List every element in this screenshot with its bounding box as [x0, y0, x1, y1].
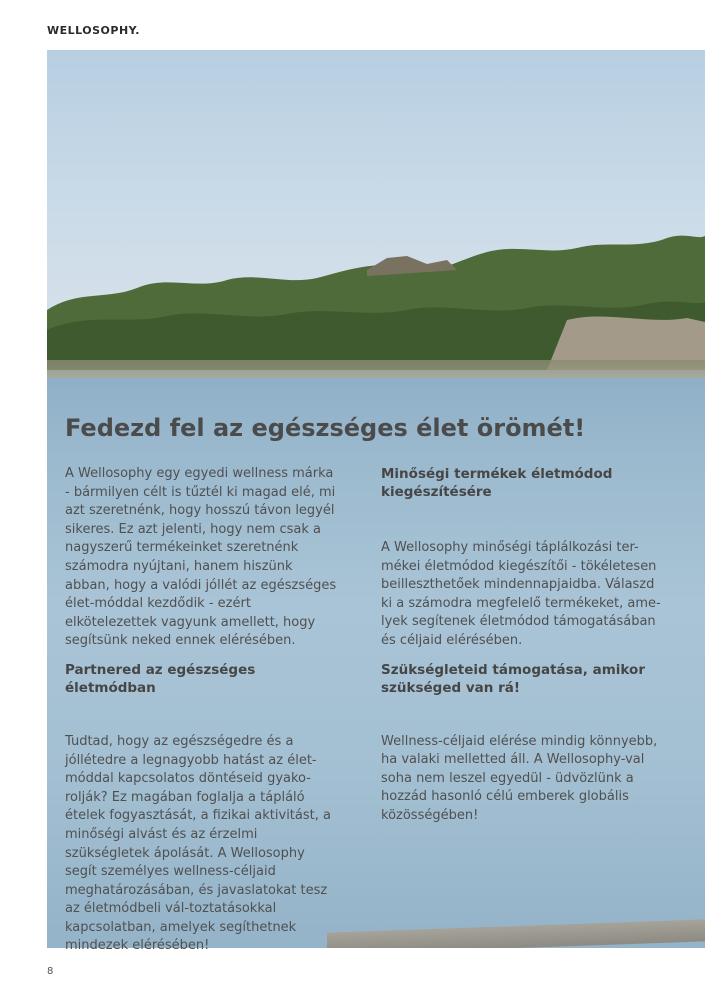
page-headline: Fedezd fel az egészséges élet örömét! — [65, 414, 586, 442]
partner-paragraph: Tudtad, hogy az egészségedre és a jóllétedre a legnagyobb hatást az élet-móddal kapcsolatos döntéseid gyako-rolják? Ez magában foglalja a tápláló ételek fogyasztását, a fizikai aktivitást, a minőségi alvást és az érzelmi szükségletek ápolását. A Wellosophy segít személyes wellness-céljaid meghatározásában, és javaslatokat tesz az életmódbeli vál-toztatásokkal kapcsolatban, amelyek segíthetnek mindezek elérésében! — [65, 733, 331, 954]
quality-heading: Minőségi termékek életmódod kiegészítésére — [381, 466, 613, 500]
support-heading: Szükségleteid támogatása, amikor szükséged van rá! — [381, 661, 645, 696]
left-column — [65, 465, 340, 956]
quality-paragraph: A Wellosophy minőségi táplálkozási ter-mékei életmódod kiegészítői - tökéletesen beilleszthetőek mindennapjaidba. Válaszd ki a számodra megfelelő termékeket, ame-lyek segítenek életmódod támogatásában és céljaid elérésében. — [381, 540, 661, 648]
brand-logo: WELLOSOPHY. — [47, 24, 140, 37]
support-paragraph: Wellness-céljaid elérése mindig könnyebb, ha valaki melletted áll. A Wellosophy-val soha nem leszel egyedül - üdvözlünk a hozzád hasonló célú emberek globális közösségében! — [381, 733, 658, 823]
page-number: 8 — [47, 966, 54, 977]
right-column — [381, 465, 666, 826]
partner-heading: Partnered az egészséges életmódban — [65, 661, 256, 696]
intro-paragraph: A Wellosophy egy egyedi wellness márka - bármilyen célt is tűztél ki magad elé, mi azt szeretnénk, hogy hosszú távon legyél sikeres. Ez azt jelenti, hogy nem csak a nagyszerű termékeinket szeretnénk számodra nyújtani, hanem hiszünk abban, hogy a valódi jóllét az egészséges élet-móddal kezdődik - ezért elkötelezettek vagyunk amellett, hogy segítsünk neked ennek elérésében. — [65, 466, 337, 649]
